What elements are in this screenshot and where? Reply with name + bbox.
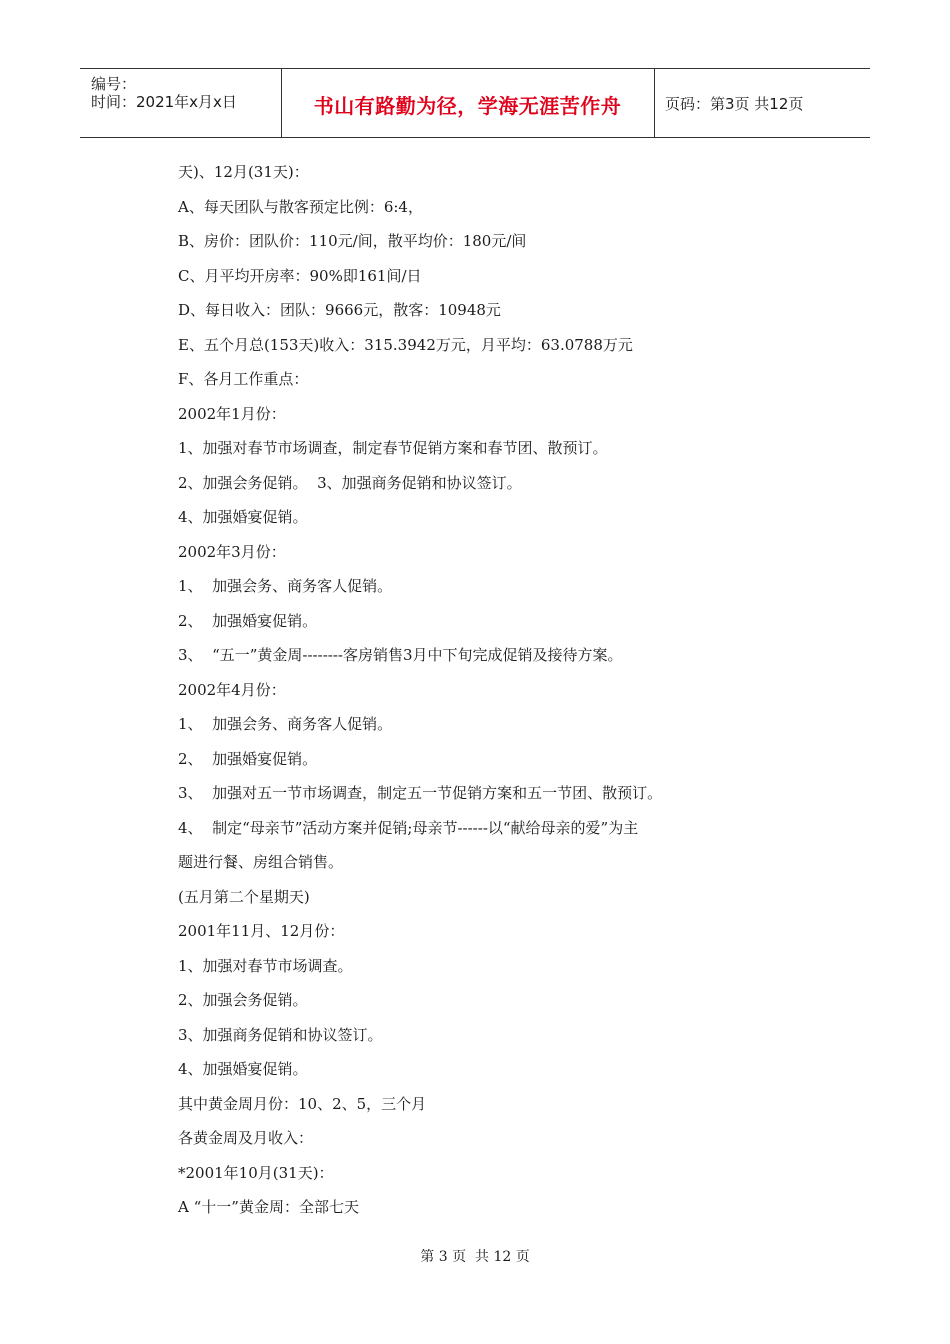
doc-date-label: 时间：2021年x月x日	[91, 93, 237, 111]
header-page-cell	[654, 69, 870, 137]
text-line: 1、 加强会务、商务客人促销。	[178, 715, 393, 733]
text-line: 3、 加强对五一节市场调查，制定五一节促销方案和五一节团、散预订。	[178, 784, 663, 802]
text-line: 1、 加强会务、商务客人促销。	[178, 577, 393, 595]
text-line: D、每日收入：团队：9666元，散客：10948元	[178, 301, 501, 319]
text-line: A “十一”黄金周：全部七天	[178, 1198, 359, 1216]
text-line: 2、加强会务促销。 3、加强商务促销和协议签订。	[178, 473, 522, 492]
text-line: 2001年11月、12月份：	[178, 922, 345, 940]
text-line: 2002年1月份：	[178, 404, 286, 423]
text-line: 4、加强婚宴促销。	[178, 508, 308, 526]
text-line: 4、 制定“母亲节”活动方案并促销;母亲节------以“献给母亲的爱”为主	[178, 818, 639, 837]
doc-number-label: 编号：	[91, 75, 137, 93]
text-line: A、每天团队与散客预定比例：6:4，	[178, 197, 423, 216]
text-line: 各黄金周及月收入：	[178, 1129, 314, 1147]
text-line: 3、 “五一”黄金周--------客房销售3月中下旬完成促销及接待方案。	[178, 646, 623, 664]
text-line: (五月第二个星期天)	[178, 887, 310, 906]
text-line: 其中黄金周月份：10、2、5，三个月	[178, 1094, 427, 1113]
header-motto-cell	[281, 69, 655, 137]
header-motto: 书山有路勤为径，学海无涯苦作舟	[313, 94, 622, 118]
text-line: 天)、12月(31天)：	[178, 163, 309, 181]
text-line: C、月平均开房率：90%即161间/日	[178, 266, 422, 285]
text-line: *2001年10月(31天)：	[178, 1163, 334, 1182]
text-line: 2002年4月份：	[178, 680, 286, 699]
text-line: 4、加强婚宴促销。	[178, 1060, 308, 1078]
text-line: 1、加强对春节市场调查。	[178, 956, 353, 975]
text-line: 2002年3月份：	[178, 542, 286, 561]
text-line: 2、 加强婚宴促销。	[178, 611, 318, 630]
text-line: 1、加强对春节市场调查，制定春节促销方案和春节团、散预订。	[178, 439, 608, 457]
text-line: 题进行餐、房组合销售。	[178, 853, 344, 871]
text-line: E、五个月总(153天)收入：315.3942万元，月平均：63.0788万元	[178, 335, 633, 354]
page-header	[80, 68, 870, 138]
text-line: 2、加强会务促销。	[178, 991, 308, 1009]
text-line: F、各月工作重点：	[178, 370, 309, 388]
page-footer: 第 3 页 共 12 页	[420, 1249, 530, 1265]
header-page-info: 页码：第3页 共12页	[665, 95, 804, 113]
text-line: 2、 加强婚宴促销。	[178, 749, 318, 768]
header-meta-cell	[80, 69, 282, 137]
text-line: B、房价：团队价：110元/间，散平均价：180元/间	[178, 232, 527, 250]
text-line: 3、加强商务促销和协议签订。	[178, 1025, 383, 1044]
document-body	[178, 160, 778, 1230]
